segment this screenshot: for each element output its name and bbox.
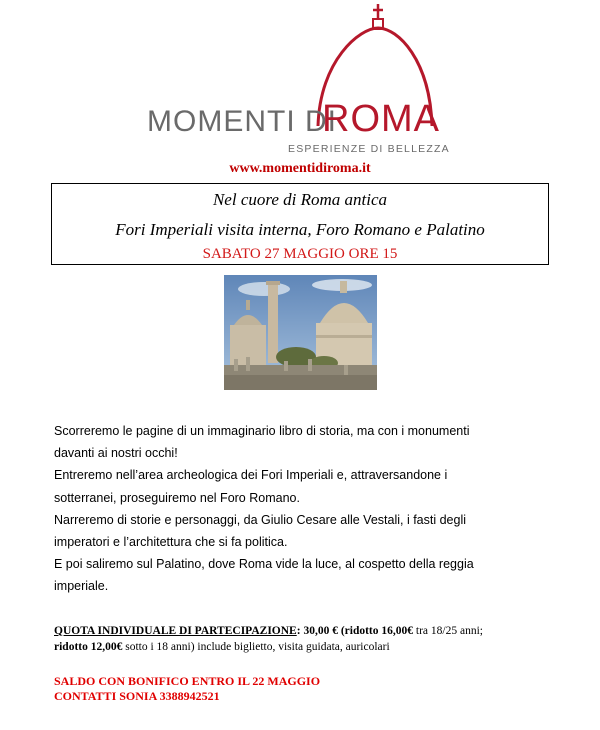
forum-photo	[224, 275, 377, 390]
event-date: SABATO 27 MAGGIO ORE 15	[202, 246, 398, 262]
payment-deadline: SALDO CON BONIFICO ENTRO IL 22 MAGGIO	[54, 674, 321, 688]
price-reduced: ridotto 12,00€	[54, 641, 123, 653]
description-line: Narreremo di storie e personaggi, da Giulio Cesare alle Vestali, i fasti degli	[54, 512, 467, 527]
price-main-tail: tra 18/25 anni;	[413, 625, 483, 637]
description-line: imperiale.	[54, 579, 109, 594]
price-label: QUOTA INDIVIDUALE DI PARTECIPAZIONE	[54, 625, 297, 637]
brand-text-part2: ROMA	[322, 98, 440, 140]
event-subtitle: Fori Imperiali visita interna, Foro Romano e Palatino	[115, 220, 485, 239]
event-description	[54, 420, 554, 598]
brand-tagline: ESPERIENZE DI BELLEZZA	[288, 143, 450, 155]
brand-text-part1: MOMENTI DI	[147, 105, 337, 138]
logo	[0, 0, 600, 160]
event-title-box	[51, 183, 549, 265]
description-line: Scorreremo le pagine di un immaginario libro di storia, ma con i monumenti	[54, 424, 470, 438]
description-line: Entreremo nell’area archeologica dei Fori Imperiali e, attraversandone i	[54, 468, 448, 483]
description-line: sotterranei, proseguiremo nel Foro Romano.	[54, 490, 300, 505]
price-main: 30,00 € (ridotto 16,00€	[303, 625, 414, 637]
payment-info	[54, 674, 554, 704]
description-line: E poi saliremo sul Palatino, dove Roma vide la luce, al cospetto della reggia	[54, 557, 474, 572]
contact-info: CONTATTI SONIA 3388942521	[54, 689, 220, 703]
price-info: QUOTA INDIVIDUALE DI PARTECIPAZIONE: 30,00 € (ridotto 16,00€ tra 18/25 anni; ridotto 12,00€ sotto i 18 anni) include biglietto, visita guidata, auricolari	[54, 625, 483, 653]
price-reduced-tail: sotto i 18 anni) include biglietto, visita guidata, auricolari	[122, 641, 390, 653]
website-link[interactable]: www.momentidiroma.it	[229, 161, 371, 176]
event-title: Nel cuore di Roma antica	[212, 190, 388, 209]
description-line: davanti ai nostri occhi!	[54, 446, 178, 461]
description-line: imperatori e l’architettura che si fa politica.	[54, 535, 288, 550]
